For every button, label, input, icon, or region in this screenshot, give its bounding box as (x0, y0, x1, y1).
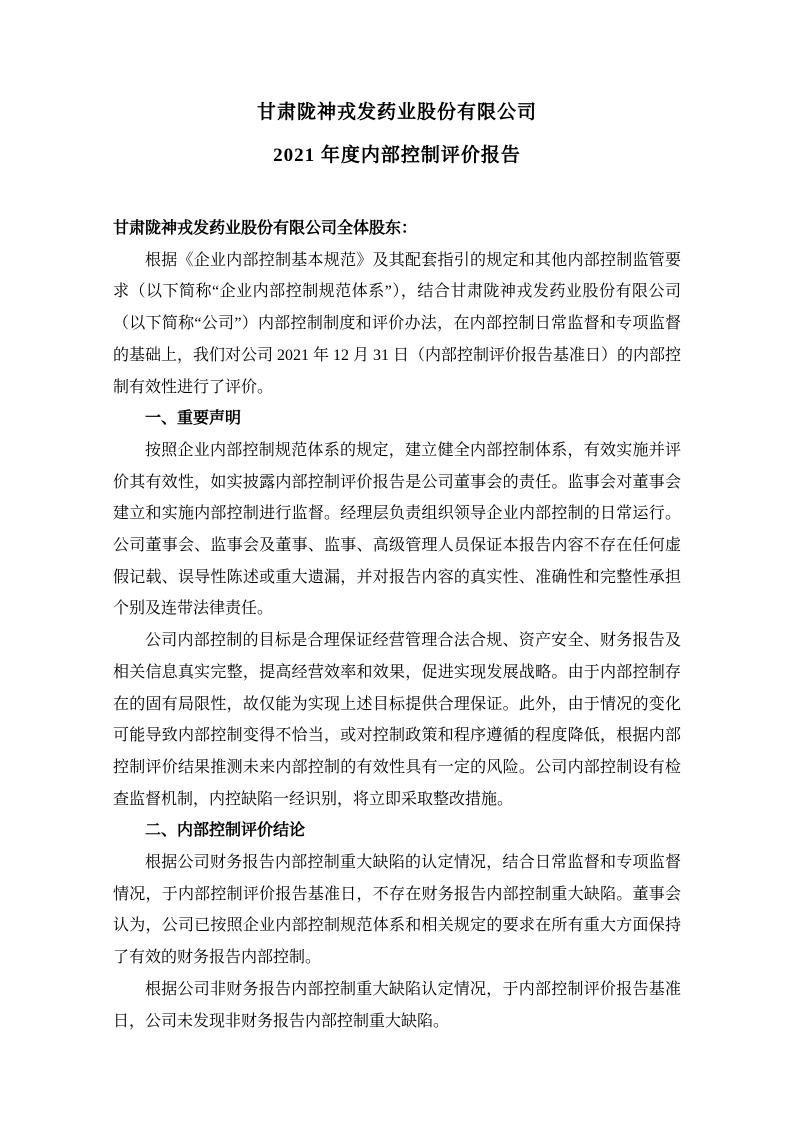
evaluation-conclusion-paragraph-2: 根据公司非财务报告内部控制重大缺陷认定情况，于内部控制评价报告基准日，公司未发现非财务报告内部控制重大缺陷。 (113, 980, 681, 1030)
intro-paragraph: 根据《企业内部控制基本规范》及其配套指引的规定和其他内部控制监管要求（以下简称“企业内部控制规范体系”），结合甘肃陇神戎发药业股份有限公司（以下简称“公司”）内部控制制度和评价办法，在内部控制日常监督和专项监督的基础上，我们对公司 2021 年 12 月 31 日（内部控制评价报告基准日）的内部控制有效性进行了评价。 (113, 251, 682, 396)
important-statement-paragraph-2: 公司内部控制的目标是合理保证经营管理合法合规、资产安全、财务报告及相关信息真实完整，提高经营效率和效果，促进实现发展战略。由于内部控制存在的固有局限性，故仅能为实现上述目标提供合理保证。此外，由于情况的变化可能导致内部控制变得不恰当，或对控制政策和程序遵循的程度降低，根据内部控制评价结果推测未来内部控制的有效性具有一定的风险。公司内部控制设有检查监督机制，内控缺陷一经识别，将立即采取整改措施。 (113, 632, 681, 808)
important-statement-paragraph-1: 按照企业内部控制规范体系的规定，建立健全内部控制体系，有效实施并评价其有效性，如实披露内部控制评价报告是公司董事会的责任。监事会对董事会建立和实施内部控制进行监督。经理层负责组织领导企业内部控制的日常运行。公司董事会、监事会及董事、监事、高级管理人员保证本报告内容不存在任何虚假记载、误导性陈述或重大遗漏，并对报告内容的真实性、准确性和完整性承担个别及连带法律责任。 (113, 441, 681, 618)
section-heading-important-statement: 一、重要声明 (145, 410, 242, 428)
document-body (113, 213, 681, 1037)
evaluation-conclusion-paragraph-1: 根据公司财务报告内部控制重大缺陷的认定情况，结合日常监督和专项监督情况，于内部控制评价报告基准日，不存在财务报告内部控制重大缺陷。董事会认为，公司已按照企业内部控制规范体系和相关规定的要求在所有重大方面保持了有效的财务报告内部控制。 (113, 854, 681, 967)
document-subtitle: 2021 年度内部控制评价报告 (273, 145, 521, 166)
salutation-line: 甘肃陇神戎发药业股份有限公司全体股东： (113, 220, 418, 237)
document-title: 甘肃陇神戎发药业股份有限公司 (256, 102, 537, 123)
section-heading-evaluation-conclusion: 二、内部控制评价结论 (145, 822, 306, 840)
